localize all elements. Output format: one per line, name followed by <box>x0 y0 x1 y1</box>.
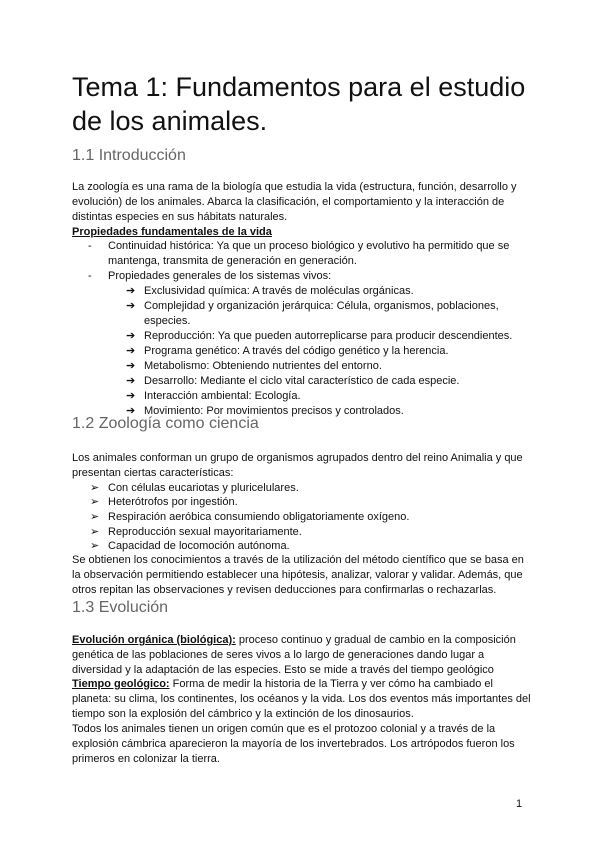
page-number: 1 <box>516 798 523 810</box>
list-item-text: Reproducción sexual mayoritariamente. <box>108 526 302 538</box>
triangle-bullet-icon: ➢ <box>90 526 100 538</box>
section-heading-evolucion: 1.3 Evolución <box>72 599 169 616</box>
arrow-bullet-icon: ➔ <box>126 405 136 417</box>
arrow-bullet-icon: ➔ <box>126 375 136 387</box>
list-item-text: Con células eucariotas y pluricelulares. <box>108 482 299 494</box>
page-title: Tema 1: Fundamentos para el estudio de los animales. <box>72 72 526 136</box>
intro-paragraph: La zoología es una rama de la biología que estudia la vida (estructura, función, desarrollo y evolución) de los animales. Abarca la clasificación, el comportamiento y la interacción de distintas especies en sus hábitats naturales. <box>72 181 517 223</box>
triangle-bullet-icon: ➢ <box>90 496 100 508</box>
list-item-text: Programa genético: A través del código genético y la herencia. <box>144 345 449 357</box>
arrow-bullet-icon: ➔ <box>126 345 136 357</box>
list-item-text: Continuidad histórica: Ya que un proceso biológico y evolutivo ha permitido que se mantenga, transmita de generación en generación. <box>108 240 510 267</box>
list-item-text: Respiración aeróbica consumiendo obligatoriamente oxígeno. <box>108 511 410 523</box>
triangle-bullet-icon: ➢ <box>90 482 100 494</box>
dash-marker: - <box>88 270 92 282</box>
arrow-bullet-icon: ➔ <box>126 390 136 402</box>
list-item-text: Complejidad y organización jerárquica: Célula, organismos, poblaciones, especies. <box>144 300 499 327</box>
arrow-bullet-icon: ➔ <box>126 285 136 297</box>
list-item-text: Metabolismo: Obteniendo nutrientes del entorno. <box>144 360 382 372</box>
geologic-time-paragraph <box>72 677 534 722</box>
evolution-definition: proceso continuo y gradual de cambio en la composición genética de las poblaciones de seres vivos a lo largo de generaciones dando lugar a diversidad y la adaptación de las especies. Esto se mide a través del tiempo geológico <box>72 634 516 676</box>
common-origin-paragraph: Todos los animales tienen un origen común que es el protozoo colonial y a través de la explosión cámbrica aparecieron la mayoría de los invertebrados. Los artrópodos fueron los primeros en colonizar la tierra. <box>72 723 515 765</box>
list-item-text: Interacción ambiental: Ecología. <box>144 390 301 402</box>
list-item-text: Capacidad de locomoción autónoma. <box>108 540 290 552</box>
geologic-time-term: Tiempo geológico: <box>72 678 170 690</box>
evolution-term: Evolución orgánica (biológica): <box>72 634 236 646</box>
evolution-paragraph <box>72 633 534 678</box>
list-item-text: Exclusividad química: A través de moléculas orgánicas. <box>144 285 414 297</box>
properties-heading: Propiedades fundamentales de la vida <box>72 226 272 238</box>
list-item-text: Heterótrofos por ingestión. <box>108 496 238 508</box>
list-item-text: Movimiento: Por movimientos precisos y controlados. <box>144 405 404 417</box>
list-item-text: Reproducción: Ya que pueden autorreplicarse para producir descendientes. <box>144 330 513 342</box>
triangle-bullet-icon: ➢ <box>90 540 100 552</box>
arrow-bullet-icon: ➔ <box>126 330 136 342</box>
list-item-text: Desarrollo: Mediante el ciclo vital característico de cada especie. <box>144 375 460 387</box>
scientific-method-paragraph: Se obtienen los conocimientos a través de la utilización del método científico que se basa en la observación permitiendo establecer una hipótesis, analizar, valorar y validar. Además, que otros repitan las observaciones y revisen deducciones para confirmarlas o rechazarlas. <box>72 554 524 596</box>
geologic-time-definition: Forma de medir la historia de la Tierra y ver cómo ha cambiado el planeta: su clima, los continentes, los océanos y la vida. Los dos eventos más importantes del tiempo son la explosión del cámbrico y la extinción de los dinosaurios. <box>72 678 531 720</box>
dash-marker: - <box>88 240 92 252</box>
list-item-text: Propiedades generales de los sistemas vivos: <box>108 270 332 282</box>
arrow-bullet-icon: ➔ <box>126 300 136 312</box>
arrow-bullet-icon: ➔ <box>126 360 136 372</box>
zoology-intro-paragraph: Los animales conforman un grupo de organismos agrupados dentro del reino Animalia y que presentan ciertas características: <box>72 452 523 479</box>
section-heading-zoologia: 1.2 Zoología como ciencia <box>72 415 259 432</box>
triangle-bullet-icon: ➢ <box>90 511 100 523</box>
section-heading-introduccion: 1.1 Introducción <box>72 147 186 164</box>
